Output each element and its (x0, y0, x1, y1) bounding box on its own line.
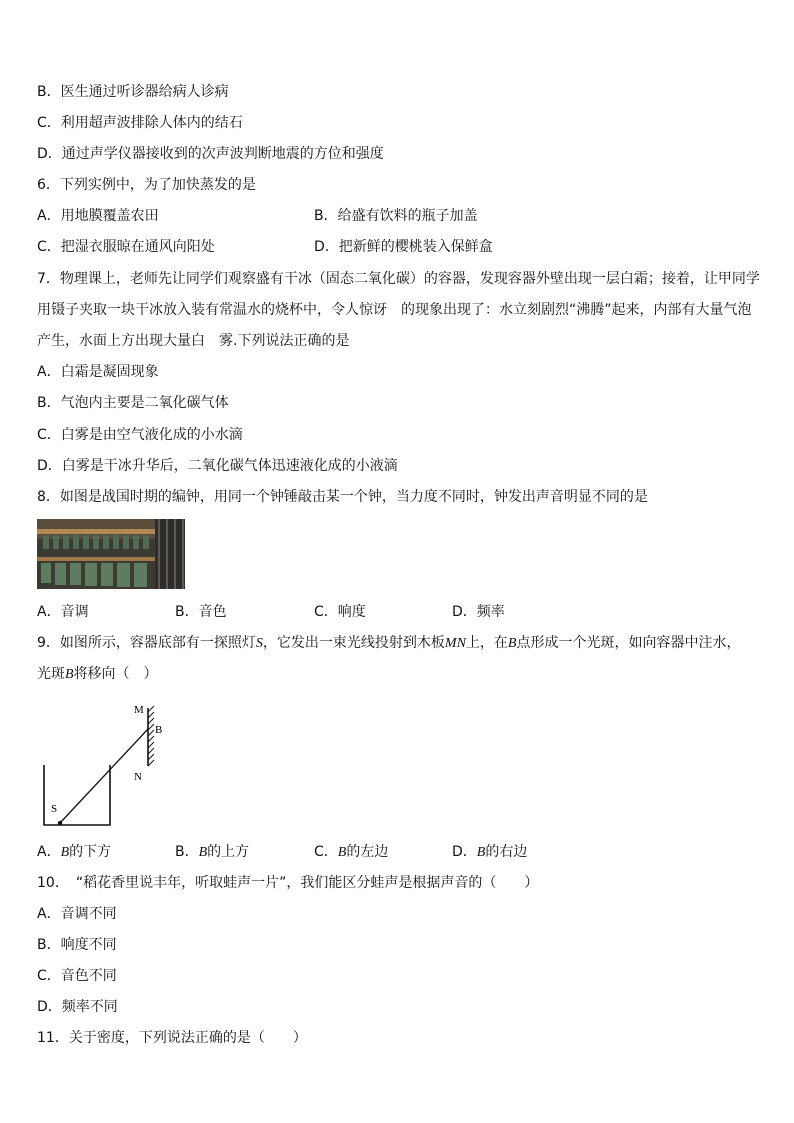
q9-option-a-prefix: A． (37, 844, 61, 860)
q7-stem-line1: 7．物理课上，老师先让同学们观察盛有干冰（固态二氧化碳）的容器，发现容器外壁出现一层白霜；接着，让甲同学 (37, 271, 760, 287)
q9-text: 点形成一个光斑，如向容器中注水， (516, 635, 741, 651)
q9-option-c-prefix: C． (314, 844, 338, 860)
label-s: S (51, 803, 58, 815)
q9-var-b: B (337, 845, 347, 860)
label-m: M (134, 704, 144, 716)
q5-option-d: D．通过声学仪器接收到的次声波判断地震的方位和强度 (37, 146, 384, 162)
q8-option-b: B．音色 (175, 604, 227, 620)
q9-text: 上，在 (465, 635, 508, 651)
q9-stem-line2 (37, 665, 158, 684)
q9-var-b: B (476, 845, 486, 860)
q9-option-d-prefix: D． (452, 844, 477, 860)
label-n: N (134, 771, 142, 783)
q9-option-c-text: 的左边 (346, 844, 389, 860)
q9-option-d-text: 的右边 (485, 844, 528, 860)
q9-var-s: S (255, 636, 263, 651)
bianzhong-bells-photo (37, 519, 185, 589)
q10-option-b: B．响度不同 (37, 937, 117, 953)
container-outline (44, 765, 110, 825)
q9-text: 9．如图所示，容器底部有一探照灯 (37, 635, 256, 651)
q6-option-d: D．把新鲜的樱桃装入保鲜盒 (314, 239, 493, 255)
q11-stem: 11．关于密度，下列说法正确的是（ ） (37, 1030, 307, 1046)
q10-option-a: A．音调不同 (37, 906, 117, 922)
q9-text: ，它发出一束光线投射到木板 (262, 635, 445, 651)
q9-option-b-prefix: B． (175, 844, 199, 860)
q9-var-b: B (60, 845, 70, 860)
q7-stem-line3: 产生，水面上方出现大量白 雾.下列说法正确的是 (37, 333, 350, 349)
q7-option-b: B．气泡内主要是二氧化碳气体 (37, 395, 229, 411)
q10-stem: 10． “稻花香里说丰年，听取蛙声一片”，我们能区分蛙声是根据声音的（ ） (37, 875, 539, 891)
q7-stem-line2: 用镊子夹取一块干冰放入装有常温水的烧杯中，令人惊讶 的现象出现了：水立刻剧烈“沸腾”起来，内部有大量气泡 (37, 302, 752, 318)
q10-option-c: C．音色不同 (37, 968, 117, 984)
q10-option-d: D．频率不同 (37, 999, 118, 1015)
label-b: B (155, 724, 163, 736)
q8-stem: 8．如图是战国时期的编钟，用同一个钟锤敲击某一个钟，当力度不同时，钟发出声音明显不同的是 (37, 489, 648, 505)
q5-option-b: B．医生通过听诊器给病人诊病 (37, 84, 229, 100)
q8-option-c: C．响度 (314, 604, 366, 620)
q8-option-a: A．音调 (37, 604, 89, 620)
lamp-s (58, 821, 62, 825)
board-hatching (148, 706, 154, 766)
q7-option-c: C．白雾是由空气液化成的小水滴 (37, 427, 243, 443)
q5-option-c: C．利用超声波排除人体内的结石 (37, 115, 243, 131)
q7-option-a: A．白霜是凝固现象 (37, 364, 159, 380)
q9-option-a (37, 843, 111, 862)
q8-option-d: D．频率 (452, 604, 505, 620)
light-beam-container-diagram (36, 700, 176, 830)
q9-var-b: B (65, 667, 74, 682)
q9-option-c (314, 843, 388, 862)
q9-var-b: B (507, 636, 517, 651)
q9-option-b (175, 843, 249, 862)
q9-text: 光斑 (37, 666, 65, 682)
q9-stem-line1 (37, 634, 740, 653)
q9-var-mn: MN (444, 636, 466, 651)
q9-option-d (452, 843, 527, 862)
q9-text: 将移向（ ） (73, 666, 158, 682)
q6-stem: 6．下列实例中，为了加快蒸发的是 (37, 177, 256, 193)
q9-var-b: B (198, 845, 208, 860)
q6-option-b: B．给盛有饮料的瓶子加盖 (314, 208, 478, 224)
q7-option-d: D．白雾是干冰升华后，二氧化碳气体迅速液化成的小液滴 (37, 458, 398, 474)
q9-option-a-text: 的下方 (69, 844, 112, 860)
q6-option-a: A．用地膜覆盖农田 (37, 208, 159, 224)
q9-option-b-text: 的上方 (207, 844, 250, 860)
q6-option-c: C．把湿衣服晾在通风向阳处 (37, 239, 215, 255)
